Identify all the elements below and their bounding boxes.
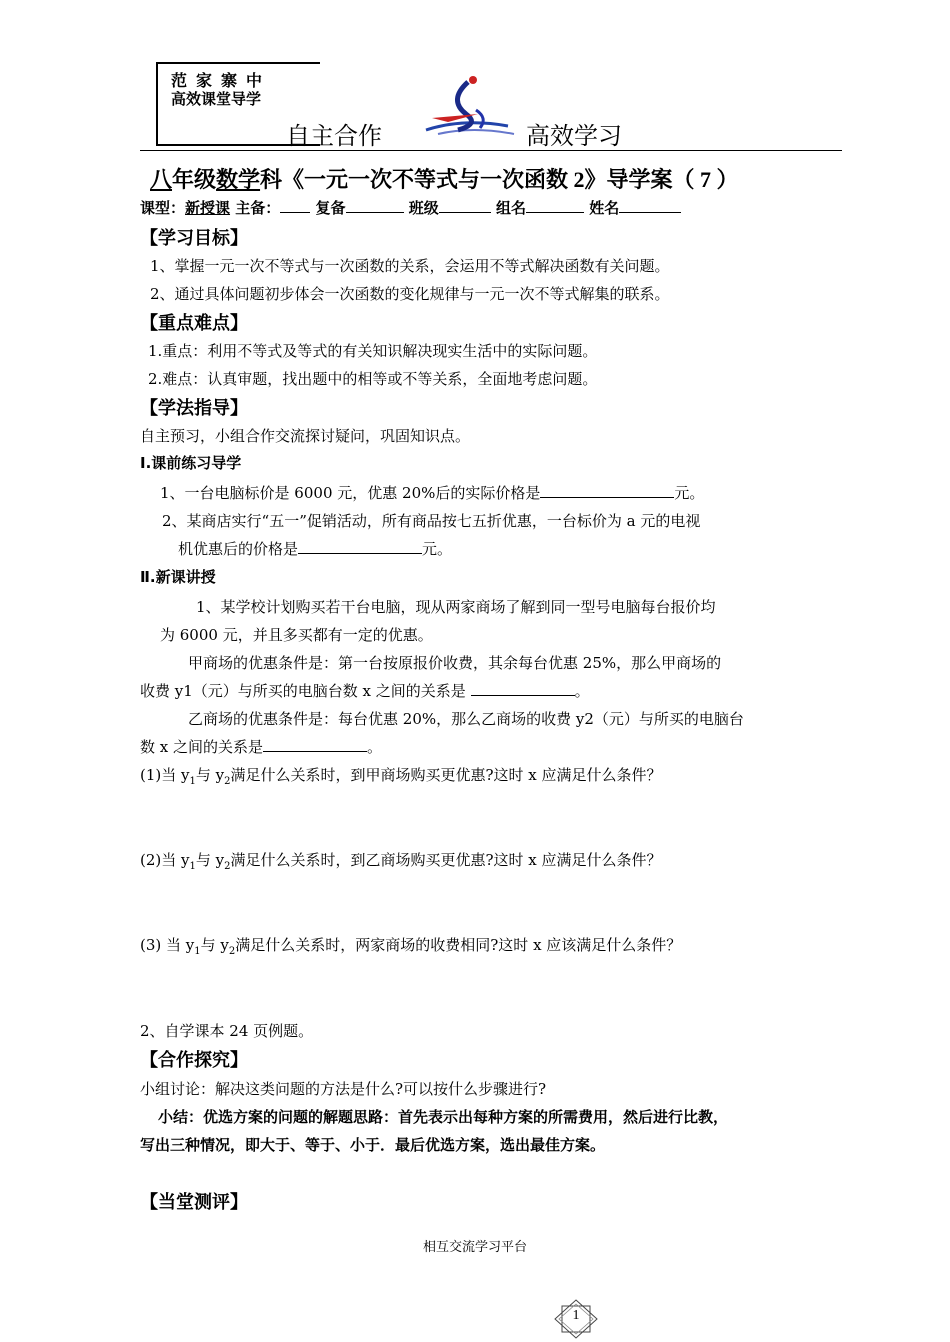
q3-part: 满足什么关系时，两家商场的收费相同?这时 x 应该满足什么条件？ — [235, 936, 682, 954]
class-blank[interactable] — [439, 198, 491, 213]
slogan-right: 高效学习 — [526, 122, 622, 150]
summary-line1: 小结：优选方案的问题的解题思路：首先表示出每种方案的所需费用，然后进行比教， — [158, 1108, 729, 1126]
review-blank[interactable] — [346, 198, 404, 213]
newlesson-p3-line2 — [140, 736, 382, 757]
preclass-q1-answer[interactable] — [540, 482, 674, 498]
page-number: 1 — [572, 1308, 580, 1323]
group-blank[interactable] — [526, 198, 584, 213]
p2-end: 。 — [574, 682, 590, 700]
preclass-q1-unit: 元。 — [674, 484, 705, 502]
question-1 — [140, 764, 662, 787]
newlesson-p3-line1: 乙商场的优惠条件是：每台优惠 20%，那么乙商场的收费 y2（元）与所买的电脑台 — [188, 710, 744, 728]
q3-part: 与 y — [200, 936, 229, 954]
lesson-meta — [140, 197, 681, 218]
p3-text: 数 x 之间的关系是 — [140, 738, 263, 756]
objectives-heading: 【学习目标】 — [140, 228, 248, 249]
newlesson-heading: Ⅱ.新课讲授 — [140, 568, 216, 586]
self-study-text: 2、自学课本 24 页例题。 — [140, 1022, 314, 1040]
preclass-q1 — [160, 482, 704, 503]
host-label: 主备： — [235, 199, 281, 217]
q2-part: 与 y — [195, 851, 225, 869]
y2-answer-blank[interactable] — [263, 736, 367, 752]
slogan-left: 自主合作 — [286, 122, 382, 150]
host-blank[interactable] — [280, 198, 310, 213]
q1-sub: 2 — [224, 776, 231, 787]
discussion-text: 小组讨论：解决这类问题的方法是什么?可以按什么步骤进行? — [140, 1080, 547, 1098]
q2-part: (2)当 y — [140, 851, 190, 869]
keypoint-item: 2.难点：认真审题，找出题中的相等或不等关系，全面地考虑问题。 — [148, 370, 598, 388]
q3-sub: 1 — [194, 946, 201, 957]
q1-sub: 1 — [189, 776, 196, 787]
q2-sub: 2 — [224, 861, 231, 872]
y1-answer-blank[interactable] — [471, 680, 575, 696]
type-value: 新授课 — [185, 199, 231, 217]
method-heading: 【学法指导】 — [140, 398, 248, 419]
newlesson-p1-line2: 为 6000 元，并且多买都有一定的优惠。 — [160, 626, 433, 644]
school-subtitle: 高效课堂导学 — [171, 90, 262, 108]
title-subject: 数学 — [216, 167, 261, 192]
newlesson-p2-line1: 甲商场的优惠条件是：第一台按原报价收费，其余每台优惠 25%，那么甲商场的 — [188, 654, 722, 672]
q1-part: 与 y — [195, 766, 225, 784]
preclass-q1-text: 1、一台电脑标价是 6000 元，优惠 20%后的实际价格是 — [160, 484, 541, 502]
page-title — [150, 163, 739, 194]
cooperate-heading: 【合作探究】 — [140, 1050, 248, 1071]
group-label: 组名 — [496, 199, 527, 217]
title-part1: 年级 — [172, 167, 217, 192]
review-label: 复备 — [315, 199, 346, 217]
objective-item: 2、通过具体问题初步体会一次函数的变化规律与一元一次不等式解集的联系。 — [150, 285, 670, 303]
q3-sub: 2 — [228, 946, 236, 957]
preclass-q2-line1: 2、某商店实行“五一”促销活动，所有商品按七五折优惠，一台标价为 a 元的电视 — [162, 512, 701, 530]
school-logo-icon — [418, 70, 518, 142]
evaluation-heading: 【当堂测评】 — [140, 1192, 248, 1213]
type-label: 课型： — [140, 199, 186, 217]
q1-part: 满足什么关系时，到甲商场购买更优惠?这时 x 应满足什么条件？ — [230, 766, 662, 784]
preclass-q2-answer[interactable] — [298, 538, 422, 554]
title-grade: 八 — [150, 167, 173, 192]
newlesson-p2-line2 — [140, 680, 590, 701]
objective-item: 1、掌握一元一次不等式与一次函数的关系，会运用不等式解决函数有关问题。 — [150, 257, 670, 275]
class-label: 班级 — [408, 199, 439, 217]
q1-part: (1)当 y — [140, 766, 190, 784]
q3-part: (3) 当 y — [140, 936, 195, 954]
keypoints-heading: 【重点难点】 — [140, 313, 248, 334]
q2-part: 满足什么关系时，到乙商场购买更优惠?这时 x 应满足什么条件？ — [230, 851, 662, 869]
q2-sub: 1 — [189, 861, 196, 872]
preclass-q2-text: 机优惠后的价格是 — [178, 540, 299, 558]
p2-text: 收费 y1（元）与所买的电脑台数 x 之间的关系是 — [140, 682, 466, 700]
newlesson-p1-line1: 1、某学校计划购买若干台电脑，现从两家商场了解到同一型号电脑每台报价均 — [196, 598, 716, 616]
preclass-q2-unit: 元。 — [422, 540, 453, 558]
keypoint-item: 1.重点：利用不等式及等式的有关知识解决现实生活中的实际问题。 — [148, 342, 598, 360]
title-part2: 科《一元一次不等式与一次函数 2》导学案（ 7 ） — [260, 167, 739, 192]
question-2 — [140, 849, 662, 872]
summary-line2: 写出三种情况，即大于、等于、小于．最后优选方案，选出最佳方案。 — [140, 1136, 606, 1154]
question-3 — [140, 934, 681, 957]
footer-text: 相互交流学习平台 — [422, 1240, 527, 1255]
p3-end: 。 — [367, 738, 383, 756]
school-name: 范家寨中 — [171, 71, 272, 90]
method-text: 自主预习，小组合作交流探讨疑问，巩固知识点。 — [140, 427, 471, 445]
name-blank[interactable] — [619, 198, 681, 213]
preclass-heading: Ⅰ.课前练习导学 — [140, 454, 242, 472]
preclass-q2-line2 — [178, 538, 452, 559]
name-label: 姓名 — [589, 199, 620, 217]
header-rule — [140, 150, 842, 151]
